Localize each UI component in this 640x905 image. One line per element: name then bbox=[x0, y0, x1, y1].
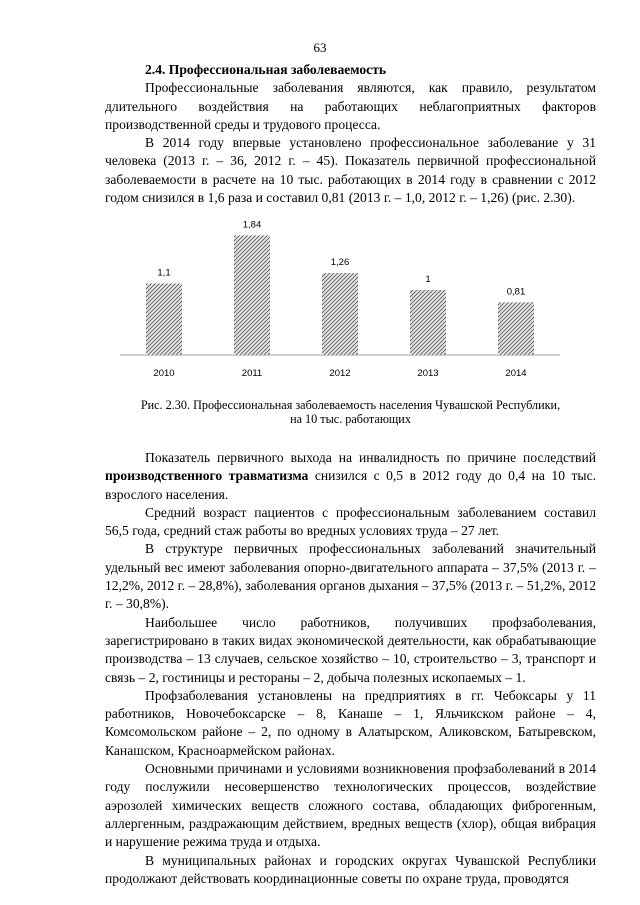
data-label-2014: 0,81 bbox=[506, 286, 526, 298]
section-bottom bbox=[105, 449, 596, 888]
section-heading: 2.4. Профессиональная заболеваемость bbox=[145, 62, 387, 77]
x-tick-label-2011: 2011 bbox=[241, 368, 263, 379]
trauma-text-after: снизился с 0,5 в 2012 году до 0,4 на 10 тыс. взрослого населения. bbox=[105, 468, 596, 502]
caption-line-1: Рис. 2.30. Профессиональная заболеваемость населения Чувашской Республики, bbox=[140, 398, 561, 412]
section-top bbox=[105, 61, 596, 207]
data-label-2013: 1 bbox=[425, 274, 431, 285]
x-tick-label-2012: 2012 bbox=[329, 368, 351, 379]
bar-2011 bbox=[234, 235, 270, 355]
paragraph-trauma bbox=[105, 449, 596, 504]
bar-chart bbox=[120, 215, 560, 390]
paragraph-2014-stats: В 2014 году впервые установлено профессиональное заболевание у 31 человека (2013 г. – 36, 2012 г. – 45). Показатель первичной профессиональной заболеваемости в расчете на 10 тыс. работающих в 2014 году в сравнении с 2012 годом снизился в 1,6 раза и составил 0,81 (2013 г. – 1,0, 2012 г. – 1,26) (рис. 2.30). bbox=[105, 135, 596, 206]
paragraph-causes: Основными причинами и условиями возникновения профзаболеваний в 2014 году послужили несовершенство технологических процессов, воздействие аэрозолей химических веществ сложного состава, обладающих фиброгенным, аллергенным, раздражающим действием, вредных веществ (хлор), общая вибрация и нарушение режима труда и отдыха. bbox=[105, 761, 596, 850]
bar-2014 bbox=[498, 302, 534, 355]
x-tick-label-2010: 2010 bbox=[153, 368, 175, 379]
paragraph-industries: Наибольшее число работников, получивших профзаболевания, зарегистрировано в таких видах экономической деятельности, как обрабатывающие производства – 13 случаев, сельское хозяйство – 10, строительство – 3, транспорт и связь – 2, гостиницы и рестораны – 2, добыча полезных ископаемых – 1. bbox=[105, 614, 596, 685]
caption-line-2: на 10 тыс. работающих bbox=[290, 412, 411, 426]
bar-2013 bbox=[410, 290, 446, 355]
figure-caption bbox=[105, 398, 596, 426]
chart-canvas bbox=[120, 215, 560, 390]
paragraph-councils: В муниципальных районах и городских округах Чувашской Республики продолжают действовать координационные советы по охране труда, проводятся bbox=[105, 852, 596, 886]
x-tick-label-2013: 2013 bbox=[417, 368, 439, 379]
bar-2012 bbox=[322, 273, 358, 355]
paragraph-structure: В структуре первичных профессиональных заболеваний значительный удельный вес имеют заболевания опорно-двигательного аппарата – 37,5% (2013 г. – 12,2%, 2012 г. – 28,8%), заболевания органов дыхания – 37,5% (2013 г. – 51,2%, 2012 г. – 30,8%). bbox=[105, 541, 596, 612]
paragraph-locations: Профзаболевания установлены на предприятиях в гг. Чебоксары у 11 работников, Новочебоксарске – 8, Канаше – 1, Яльчикском районе – 4, Комсомольском районе – 2, по одному в Алатырском, Аликовском, Батыревском, Канашском, Красноармейском районах. bbox=[105, 687, 596, 758]
data-label-2010: 1,1 bbox=[157, 267, 171, 279]
paragraph-age: Средний возраст пациентов с профессиональным заболеванием составил 56,5 года, средний стаж работы во вредных условиях труда – 27 лет. bbox=[105, 504, 596, 539]
trauma-text-bold: производственного травматизма bbox=[105, 468, 309, 484]
data-label-2012: 1,26 bbox=[330, 257, 350, 269]
data-label-2011: 1,84 bbox=[242, 219, 262, 231]
page-number: 63 bbox=[313, 40, 327, 55]
x-tick-label-2014: 2014 bbox=[505, 368, 527, 379]
trauma-text-before: Показатель первичного выхода на инвалидность по причине последствий bbox=[145, 450, 596, 465]
paragraph-intro: Профессиональные заболевания являются, как правило, результатом длительного воздействия на работающих неблагоприятных факторов производственной среды и трудового процесса. bbox=[105, 80, 596, 132]
bar-2010 bbox=[146, 284, 182, 356]
